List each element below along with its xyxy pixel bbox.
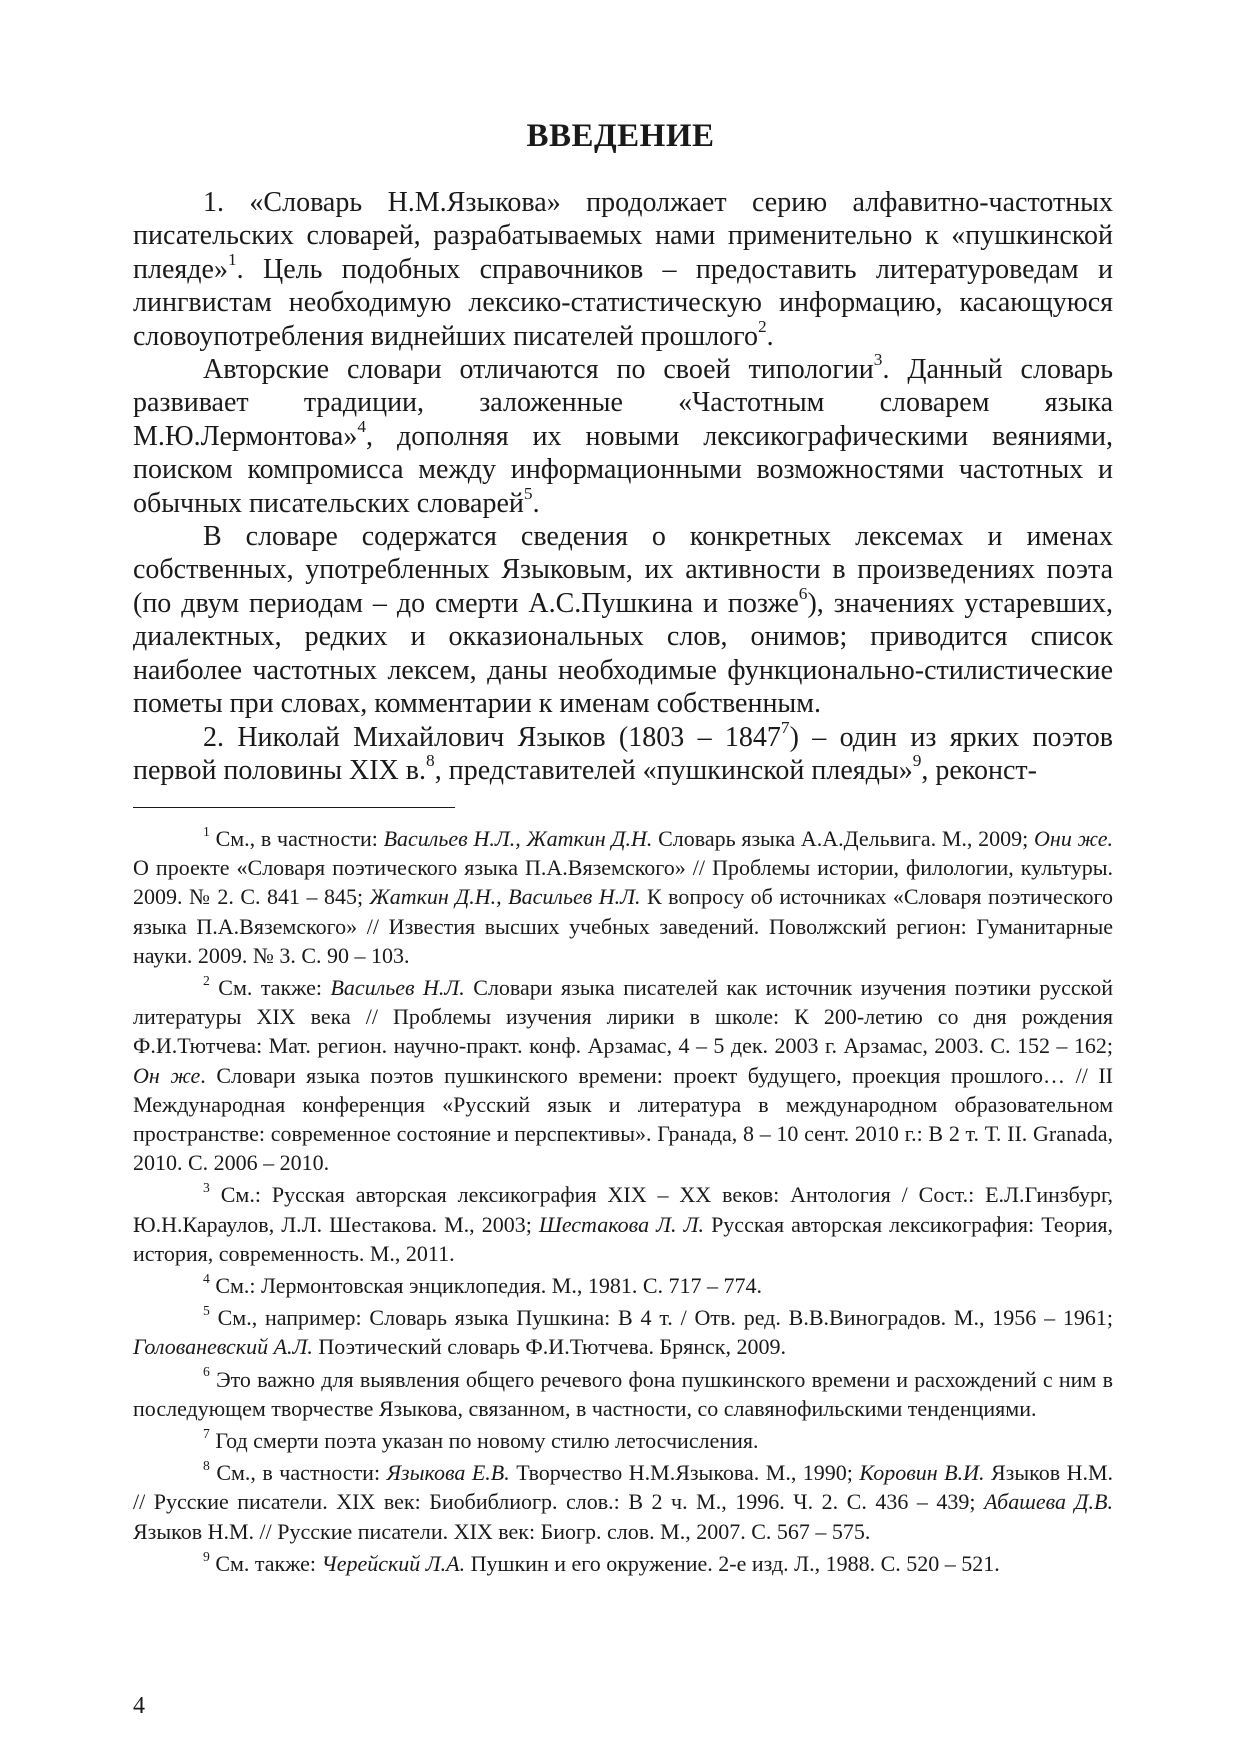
chapter-heading: ВВЕДЕНИЕ — [526, 118, 715, 154]
footnote-3 — [133, 1180, 1113, 1268]
footnote-8 — [133, 1458, 1113, 1546]
footnote-text: См.: Лермонтовская энциклопедия. М., 1981. С. 717 – 774. — [215, 1273, 763, 1299]
footnote-text: . Словари языка поэтов пушкинского времени: проект будущего, проекция прошлого… // II Международная конференция «Русский язык и литература в международном образовательном пространстве: современное состояние и перспективы». Гранада, 8 – 10 сент. 2010 г.: В 2 т. Т. II. Granada, 2010. С. 2006 – 2010. — [133, 1062, 1113, 1176]
footnote-text: Языков Н.М. // Русские писатели. XIX век: Биобиблиогр. слов.: В 2 ч. М., 1996. Ч. 2. С. 436 – 439; — [133, 1460, 1114, 1515]
paragraph-text: , представителей «пушкинской плеяды» — [434, 754, 913, 786]
footnote-number: 7 — [203, 1425, 210, 1441]
footnote-4 — [133, 1271, 1113, 1300]
footnote-5 — [133, 1303, 1113, 1361]
footnote-text: См., в частности: — [215, 826, 384, 851]
footnote-number: 2 — [203, 972, 210, 988]
footnote-text: Словарь языка А.А.Дельвига. М., 2009; — [652, 826, 1035, 851]
footnote-author: Языкова Е.В. — [386, 1460, 510, 1486]
paragraph-text: Авторские словари отличаются по своей типологии — [203, 354, 874, 386]
footnote-ref-6[interactable]: 6 — [798, 583, 808, 603]
paragraph-text: 2. Николай Михайлович Языков (1803 – 1847 — [203, 721, 781, 753]
footnote-number: 4 — [203, 1270, 210, 1286]
footnote-ref-1[interactable]: 1 — [227, 249, 237, 269]
paragraph-text: , дополняя их новыми лексикографическими веяниями, поиском компромисса между информационными возможностями частотных и обычных писательских словарей — [133, 420, 1113, 519]
paragraph-3 — [133, 520, 1113, 720]
main-text — [133, 186, 1113, 787]
footnote-text: См., в частности: — [216, 1460, 387, 1486]
footnote-author: Васильев Н.Л. — [330, 975, 465, 1001]
footnote-text: Языков Н.М. // Русские писатели. XIX век: Биогр. слов. М., 2007. С. 567 – 575. — [133, 1518, 871, 1544]
paragraph-text: . Цель подобных справочников – предоставить литературоведам и лингвистам необходимую лексико-статистическую информацию, касающуюся словоупотребления виднейших писателей прошлого — [133, 253, 1113, 352]
paragraph-1 — [133, 186, 1113, 353]
paragraph-4 — [133, 717, 1113, 788]
footnote-text: Творчество Н.М.Языкова. М., 1990; — [509, 1460, 860, 1486]
paragraph-text: ) – один из ярких поэтов первой половины XIX в. — [133, 721, 1113, 786]
footnote-ref-7[interactable]: 7 — [780, 717, 790, 737]
footnote-author: Он же — [133, 1062, 201, 1088]
footnote-number: 3 — [203, 1180, 210, 1196]
footnote-text: О проекте «Словаря поэтического языка П.А.Вяземского» // Проблемы истории, филологии, культуры. 2009. № 2. С. 841 – 845; — [133, 855, 1113, 910]
footnote-author: Черейский Л.А. — [321, 1550, 466, 1576]
footnote-text: Русская авторская лексикография: Теория, история, современность. М., 2011. — [133, 1211, 1113, 1266]
paragraph-text: . — [766, 320, 774, 352]
footnote-author: Шестакова Л. Л. — [538, 1211, 704, 1237]
footnote-ref-2[interactable]: 2 — [757, 316, 767, 336]
paragraph-text: , реконст- — [921, 754, 1037, 786]
footnote-divider — [133, 807, 455, 808]
footnote-text: См. также: — [218, 975, 331, 1001]
footnote-author: Голованевский А.Л. — [133, 1334, 313, 1360]
footnote-9 — [133, 1549, 1113, 1578]
footnote-author: Абашева Д.В. — [984, 1489, 1113, 1515]
footnote-text: См.: Русская авторская лексикография XIX – XX веков: Антология / Сост.: Е.Л.Гинзбург, Ю.Н.Караулов, Л.Л. Шестакова. М., 2003; — [133, 1182, 1113, 1237]
footnote-7 — [133, 1426, 1113, 1455]
footnote-text: Пушкин и его окружение. 2-е изд. Л., 1988. С. 520 – 521. — [465, 1550, 1000, 1576]
footnote-author: Васильев Н.Л., Жаткин Д.Н. — [383, 826, 653, 851]
footnote-1 — [133, 824, 1113, 970]
footnote-6 — [133, 1365, 1113, 1423]
footnote-text: Это важно для выявления общего речевого фона пушкинского времени и расхождений с ним в последующем творчестве Языкова, связанном, в частности, со славянофильскими тенденциями. — [133, 1366, 1113, 1421]
footnote-text: К вопросу об источниках «Словаря поэтического языка П.А.Вяземского» // Известия высших учебных заведений. Поволжский регион: Гуманитарные науки. 2009. № 3. С. 90 – 103. — [133, 884, 1114, 968]
footnote-number: 1 — [203, 823, 210, 839]
footnote-text: См. также: — [215, 1550, 322, 1576]
footnote-text: Год смерти поэта указан по новому стилю летосчисления. — [215, 1428, 759, 1454]
footnote-ref-3[interactable]: 3 — [873, 350, 883, 370]
footnote-ref-4[interactable]: 4 — [357, 416, 367, 436]
paragraph-text: ), значениях устаревших, диалектных, редких и окказиональных слов, онимов; приводится список наиболее частотных лексем, даны необходимые функционально-стилистические пометы при словах, комментарии к именам собственным. — [133, 587, 1113, 720]
footnote-number: 5 — [203, 1302, 210, 1318]
footnote-ref-8[interactable]: 8 — [426, 750, 435, 770]
footnote-ref-5[interactable]: 5 — [523, 483, 533, 503]
footnote-2 — [133, 973, 1113, 1177]
paragraph-text: 1. «Словарь Н.М.Языкова» продолжает серию алфавитно-частотных писательских словарей, разрабатываемых нами применительно к «пушкинской плеяде» — [133, 187, 1113, 285]
paragraph-text: . Данный словарь развивает традиции, заложенные «Частотным словарем языка М.Ю.Лермонтова» — [133, 354, 1113, 452]
page-number: 4 — [133, 1693, 145, 1719]
footnote-text: Словари языка писателей как источник изучения поэтики русской литературы XIX века // Проблемы изучения лирики в школе: К 200-летию со дня рождения Ф.И.Тютчева: Мат. регион. научно-практ. конф. Арзамас, 4 – 5 дек. 2003 г. Арзамас, 2003. С. 152 – 162; — [133, 975, 1113, 1059]
paragraph-text: В словаре содержатся сведения о конкретных лексемах и именах собственных, употребленных Языковым, их активности в произведениях поэта (по двум периодам – до смерти А.С.Пушкина и позже — [133, 521, 1113, 619]
footnote-author: Они же. — [1034, 826, 1113, 851]
footnote-author: Жаткин Д.Н., Васильев Н.Л. — [369, 884, 641, 910]
footnote-author: Коровин В.И. — [859, 1460, 985, 1486]
footnote-text: Поэтический словарь Ф.И.Тютчева. Брянск, 2009. — [312, 1334, 786, 1360]
footnote-number: 6 — [203, 1364, 210, 1380]
footnote-number: 9 — [203, 1548, 210, 1564]
footnotes — [133, 824, 1113, 1581]
footnote-text: См., например: Словарь языка Пушкина: В 4 т. / Отв. ред. В.В.Виноградов. М., 1956 – 1961; — [217, 1305, 1113, 1331]
paragraph-text: . — [532, 487, 540, 519]
footnote-ref-9[interactable]: 9 — [912, 750, 922, 770]
footnote-number: 8 — [203, 1457, 210, 1473]
paragraph-2 — [133, 350, 1113, 520]
